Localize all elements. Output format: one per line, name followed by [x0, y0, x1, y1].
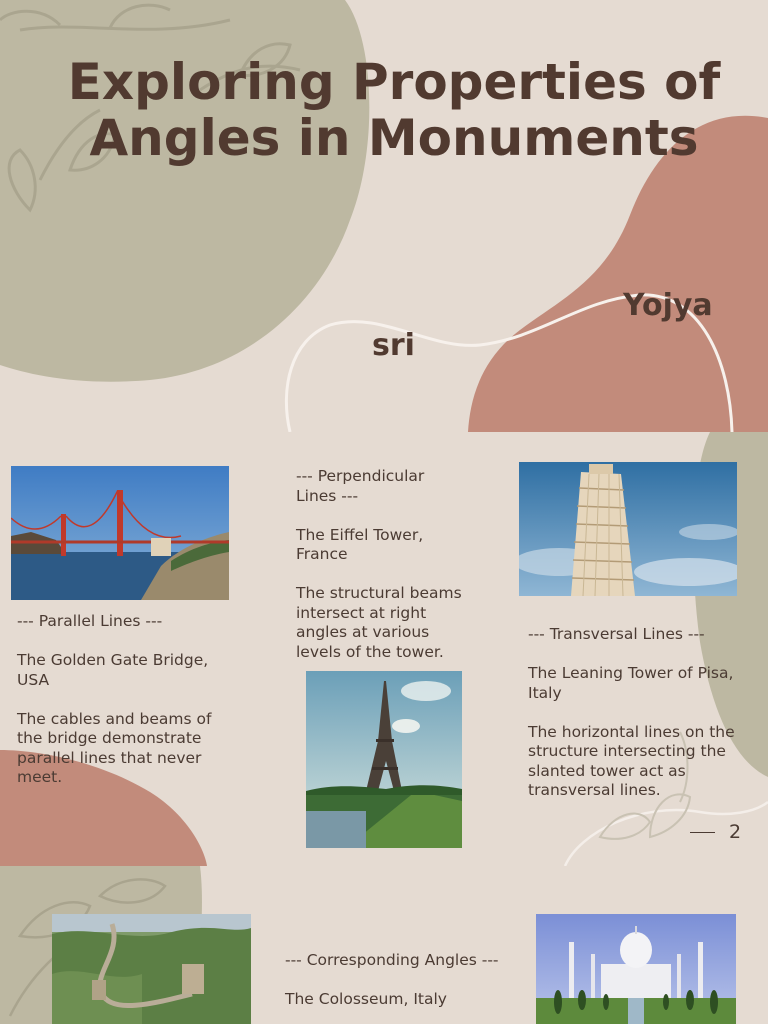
eiffel-tower-photo: [306, 671, 462, 848]
taj-mahal-photo: [536, 914, 736, 1024]
author-name-line1: Yojya: [623, 288, 713, 323]
title-slide: [0, 0, 768, 432]
great-wall-photo: [52, 914, 251, 1024]
author-name-line2: sri: [372, 328, 415, 363]
page-number-dash: [690, 832, 715, 833]
content-slide: [0, 432, 768, 866]
slide-title: Exploring Properties of Angles in Monuments: [67, 53, 721, 167]
content-slide-next: [0, 866, 768, 1024]
transversal-lines-text: --- Transversal Lines --- The Leaning Tower of Pisa, Italy The horizontal lines on the structure intersecting the slanted tower act as transversal lines.: [528, 625, 735, 799]
perpendicular-lines-text: --- Perpendicular Lines --- The Eiffel Tower, France The structural beams intersect at right angles at various levels of the tower.: [296, 467, 462, 661]
page-number: 2: [729, 821, 742, 843]
leaning-tower-photo: [519, 462, 737, 596]
golden-gate-photo: [11, 466, 229, 600]
corresponding-angles-text: --- Corresponding Angles --- The Colosseum, Italy: [285, 951, 499, 1008]
parallel-lines-text: --- Parallel Lines --- The Golden Gate Bridge, USA The cables and beams of the bridge demonstrate parallel lines that never meet.: [17, 612, 212, 786]
